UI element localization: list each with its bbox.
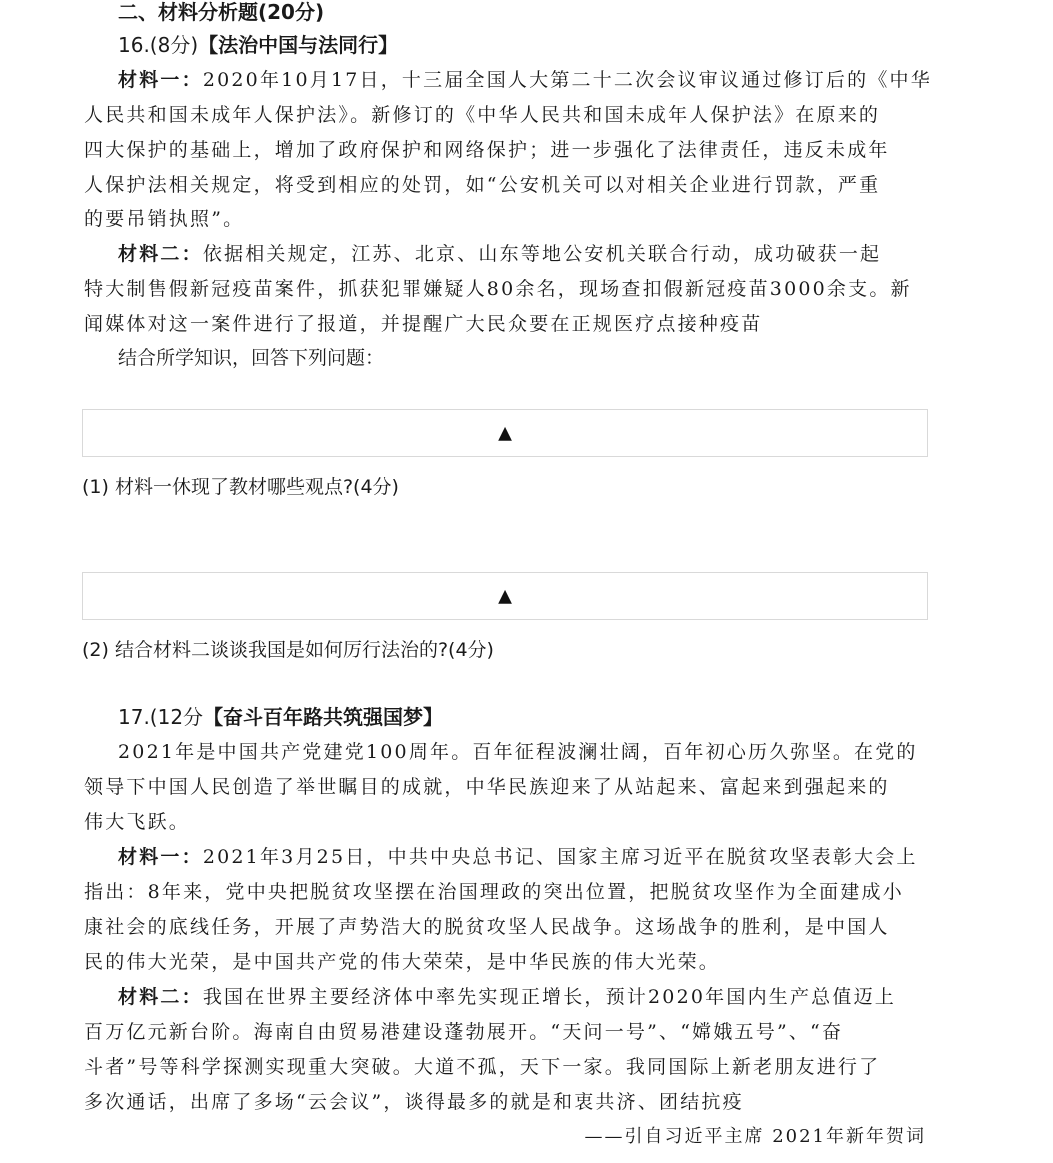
q17-citation: ——引自习近平主席 2021年新年贺词: [584, 1126, 926, 1147]
q17-material1-line: 康社会的底线任务，开展了声势浩大的脱贫攻坚人民战争。这场战争的胜利，是中国人: [84, 916, 890, 938]
answer-box-2[interactable]: [82, 572, 928, 620]
section-title: 二、材料分析题(20分): [118, 0, 325, 24]
q16-sub-question-1: (1) 材料一休现了教材哪些观点?(4分): [82, 476, 399, 498]
answer-marker-icon: ▲: [498, 585, 512, 607]
q17-material1-line: [118, 845, 926, 869]
q17-intro-line: 2021年是中国共产党建党100周年。百年征程波澜壮阔，百年初心历久弥坚。在党的: [118, 741, 918, 763]
q17-material1-line: 民的伟大光荣，是中国共产党的伟大荣荣，是中华民族的伟大光荣。: [84, 951, 721, 973]
q17-header: [118, 705, 960, 729]
q17-material2-text: 我国在世界主要经济体中率先实现正增长，预计2020年国内生产总值迈上: [202, 986, 896, 1008]
q16-header: [118, 33, 960, 57]
q16-material2-line: 特大制售假新冠疫苗案件，抓获犯罪嫌疑人80余名，现场查扣假新冠疫苗3000余支。新: [84, 278, 912, 300]
answer-marker-icon: ▲: [498, 422, 512, 444]
q16-material1-text: 2020年10月17日，十三届全国人大第二十二次会议审议通过修订后的《中华: [202, 69, 932, 91]
q16-material1-label: 材料一：: [118, 69, 203, 91]
q16-material2-text: 依据相关规定，江苏、北京、山东等地公安机关联合行动，成功破获一起: [202, 243, 882, 265]
q17-theme: 【奋斗百年路共筑强国梦】: [203, 705, 444, 729]
q16-material1-line: 人保护法相关规定，将受到相应的处罚，如“公安机关可以对相关企业进行罚款，严重: [84, 174, 881, 196]
q17-material2-line: 多次通话，出席了多场“云会议”，谈得最多的就是和衷共济、团结抗疫: [84, 1091, 744, 1113]
q16-number: 16.(8分): [118, 33, 199, 57]
q17-intro-line: 领导下中国人民创造了举世瞩目的成就，中华民族迎来了从站起来、富起来到强起来的: [84, 776, 890, 798]
q17-material1-line: 指出：8年来，党中央把脱贫攻坚摆在治国理政的突出位置，把脱贫攻坚作为全面建成小: [84, 881, 904, 903]
q17-material1-label: 材料一：: [118, 846, 203, 868]
q17-material2-line: 百万亿元新台阶。海南自由贸易港建设蓬勃展开。“天问一号”、“嫦娥五号”、“奋: [84, 1021, 844, 1043]
q17-intro-line: 伟大飞跃。: [84, 811, 191, 833]
q16-material1-line: 的要吊销执照”。: [84, 208, 245, 230]
q17-material2-label: 材料二：: [118, 986, 203, 1008]
q16-material2-label: 材料二：: [118, 243, 203, 265]
q16-material1-line: 四大保护的基础上，增加了政府保护和网络保护；进一步强化了法律责任，违反未成年: [84, 139, 890, 161]
q17-material1-text: 2021年3月25日，中共中央总书记、国家主席习近平在脱贫攻坚表彰大会上: [202, 846, 918, 868]
q16-material2-line: [118, 242, 926, 266]
q16-sub-question-2: (2) 结合材料二谈谈我国是如何厉行法治的?(4分): [82, 639, 494, 661]
q16-instruction: 结合所学知识，回答下列问题：: [118, 347, 385, 369]
q16-material2-line: 闻媒体对这一案件进行了报道，并提醒广大民众要在正规医疗点接种疫苗: [84, 313, 763, 335]
q17-material2-line: 斗者”号等科学探测实现重大突破。大道不孤，天下一家。我同国际上新老朋友进行了: [84, 1056, 881, 1078]
q16-material1-line: 人民共和国未成年人保护法》。新修订的《中华人民共和国未成年人保护法》在原来的: [84, 104, 881, 126]
q16-theme: 【法治中国与法同行】: [198, 33, 399, 57]
q17-material2-line: [118, 985, 926, 1009]
answer-box-1[interactable]: [82, 409, 928, 457]
q17-number: 17.(12分: [118, 705, 204, 729]
q16-material1-line: [118, 68, 932, 92]
